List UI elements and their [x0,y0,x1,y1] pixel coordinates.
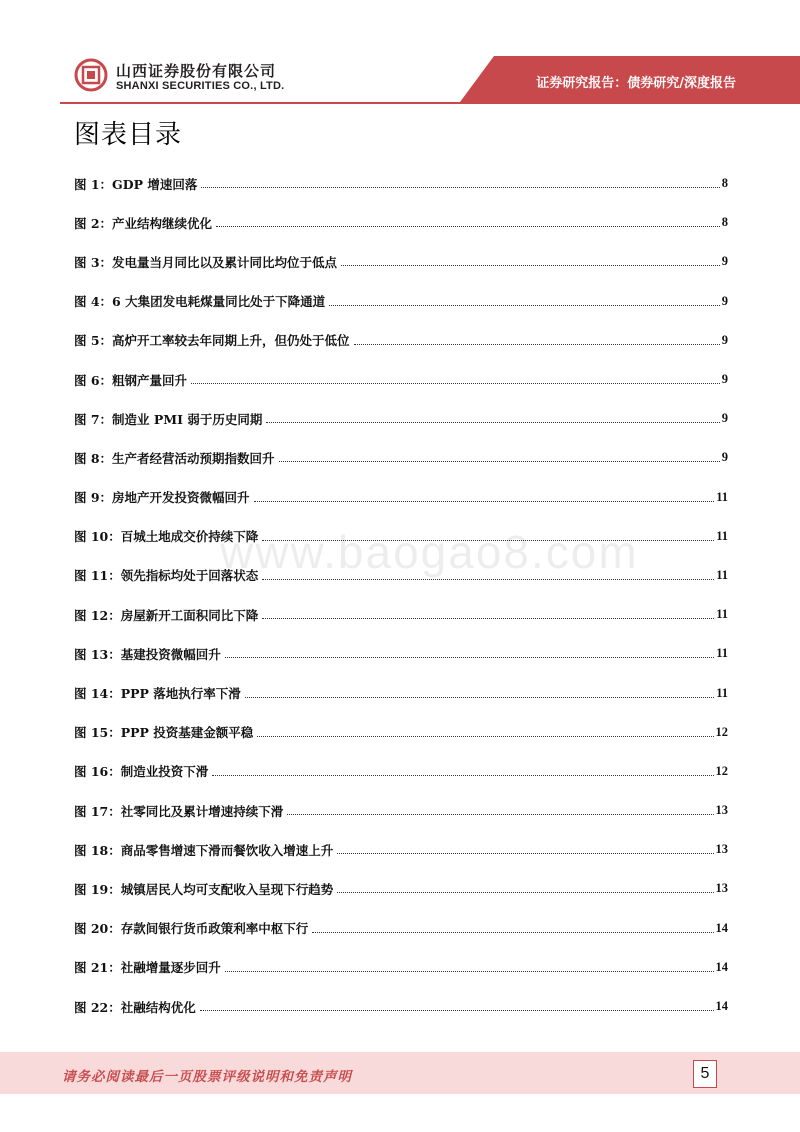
toc-entry-page: 11 [716,489,728,504]
toc-entry-page: 9 [721,372,728,387]
toc-entry[interactable] [74,869,728,908]
toc-entry-page: 13 [715,803,728,818]
toc-leader-dots [201,187,719,188]
toc-entry-label: 图 10：百城土地成交价持续下降 [74,529,259,545]
toc-entry[interactable] [74,987,728,1026]
toc-entry-page: 11 [716,646,728,661]
toc-entry[interactable] [74,399,728,438]
toc-entry-page: 11 [716,528,728,543]
toc-entry[interactable] [74,242,728,281]
toc-entry-page: 13 [715,881,728,896]
toc-entry[interactable] [74,830,728,869]
toc-leader-dots [216,226,720,227]
toc-entry[interactable] [74,595,728,634]
toc-entry-page: 9 [721,411,728,426]
toc-leader-dots [262,618,714,619]
toc-leader-dots [254,501,715,502]
footer-disclaimer: 请务必阅读最后一页股票评级说明和免责声明 [62,1069,352,1085]
toc-leader-dots [200,1010,714,1011]
toc-entry-label: 图 1：GDP 增速回落 [74,176,198,192]
table-of-figures [74,164,728,1026]
toc-entry-label: 图 19：城镇居民人均可支配收入呈现下行趋势 [74,881,334,897]
toc-entry-label: 图 14：PPP 落地执行率下滑 [74,686,241,702]
toc-leader-dots [354,344,720,345]
toc-leader-dots [225,657,714,658]
toc-leader-dots [191,383,720,384]
toc-entry-label: 图 8：生产者经营活动预期指数回升 [74,450,275,466]
toc-entry[interactable] [74,478,728,517]
toc-entry-label: 图 15：PPP 投资基建金额平稳 [74,725,254,741]
header-divider [60,102,800,104]
page-header [0,0,800,104]
toc-entry-page: 11 [716,607,728,622]
toc-entry-label: 图 17：社零同比及累计增速持续下滑 [74,803,284,819]
toc-leader-dots [329,305,720,306]
toc-entry[interactable] [74,556,728,595]
watermark: www.baogao8.com [220,526,639,578]
toc-entry-label: 图 11：领先指标均处于回落状态 [74,568,259,584]
report-type: 证券研究报告：债券研究/深度报告 [536,76,736,91]
toc-entry[interactable] [74,203,728,242]
toc-entry-label: 图 5：高炉开工率较去年同期上升，但仍处于低位 [74,333,350,349]
toc-entry[interactable] [74,164,728,203]
company-name-en: SHANXI SECURITIES CO., LTD. [116,80,285,92]
company-logo-icon [74,58,108,92]
toc-entry[interactable] [74,438,728,477]
toc-entry-page: 8 [721,176,728,191]
toc-leader-dots [337,892,713,893]
toc-entry-page: 11 [716,567,728,582]
toc-entry-label: 图 22：社融结构优化 [74,999,196,1015]
toc-leader-dots [279,461,720,462]
toc-leader-dots [341,265,720,266]
toc-entry-label: 图 2：产业结构继续优化 [74,215,213,231]
toc-entry-label: 图 16：制造业投资下滑 [74,764,209,780]
toc-leader-dots [266,422,719,423]
toc-leader-dots [245,697,714,698]
toc-entry-page: 9 [721,254,728,269]
toc-leader-dots [337,853,713,854]
toc-entry-page: 14 [715,959,728,974]
toc-entry-label: 图 18：商品零售增速下滑而餐饮收入增速上升 [74,842,334,858]
toc-entry[interactable] [74,948,728,987]
toc-leader-dots [312,932,713,933]
toc-entry[interactable] [74,909,728,948]
toc-leader-dots [257,736,713,737]
toc-entry[interactable] [74,282,728,321]
toc-entry-label: 图 9：房地产开发投资微幅回升 [74,490,250,506]
toc-entry-page: 9 [721,450,728,465]
toc-leader-dots [212,775,713,776]
toc-entry-page: 14 [715,920,728,935]
toc-leader-dots [262,579,714,580]
toc-leader-dots [262,540,714,541]
toc-entry[interactable] [74,517,728,556]
toc-entry-label: 图 12：房屋新开工面积同比下降 [74,607,259,623]
toc-entry-page: 13 [715,842,728,857]
toc-entry-page: 12 [715,724,728,739]
toc-entry-label: 图 4：6 大集团发电耗煤量同比处于下降通道 [74,294,326,310]
page-number: 5 [693,1060,717,1088]
toc-entry-label: 图 20：存款间银行货币政策利率中枢下行 [74,921,309,937]
toc-entry-page: 14 [715,999,728,1014]
toc-leader-dots [287,814,713,815]
toc-entry-page: 12 [715,763,728,778]
toc-entry[interactable] [74,634,728,673]
toc-entry-page: 9 [721,293,728,308]
toc-entry[interactable] [74,752,728,791]
toc-entry-label: 图 3：发电量当月同比以及累计同比均位于低点 [74,254,338,270]
toc-entry[interactable] [74,321,728,360]
page-title: 图表目录 [74,120,183,150]
toc-entry-label: 图 7：制造业 PMI 弱于历史同期 [74,411,263,427]
toc-entry-label: 图 21：社融增量逐步回升 [74,960,221,976]
toc-entry[interactable] [74,673,728,712]
toc-entry-page: 11 [716,685,728,700]
company-name-cn: 山西证券股份有限公司 [116,62,277,80]
toc-entry-label: 图 6：粗钢产量回升 [74,372,188,388]
toc-entry[interactable] [74,713,728,752]
toc-leader-dots [225,971,714,972]
toc-entry[interactable] [74,360,728,399]
toc-entry-label: 图 13：基建投资微幅回升 [74,646,221,662]
toc-entry[interactable] [74,791,728,830]
toc-entry-page: 8 [721,215,728,230]
toc-entry-page: 9 [721,332,728,347]
